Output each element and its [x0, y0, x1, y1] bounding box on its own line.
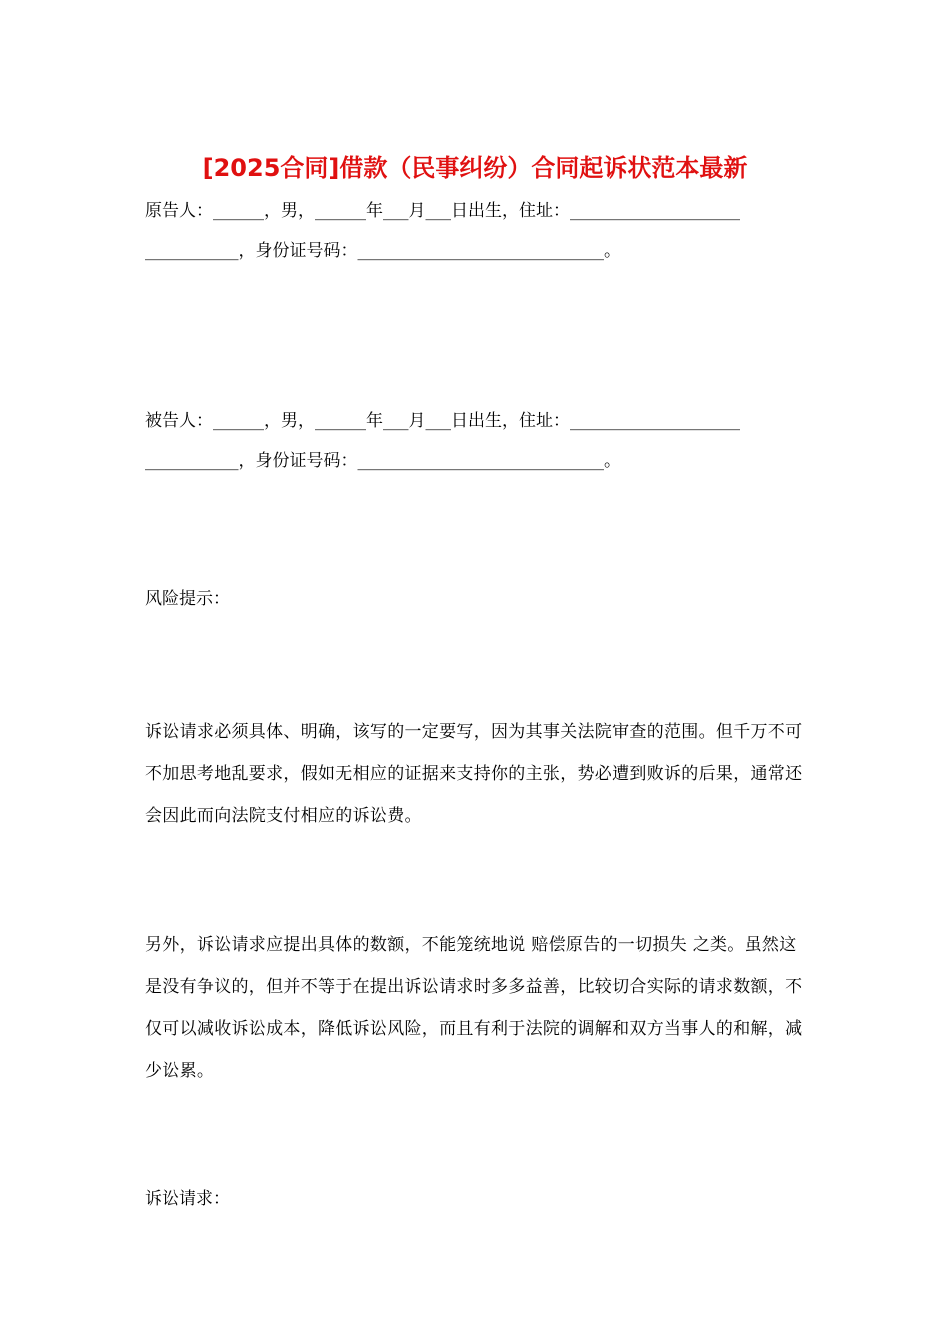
plaintiff-line-1: 原告人：______，男，______年___月___日出生，住址：____________________	[145, 201, 740, 221]
plaintiff-line-2: ___________，身份证号码：_____________________________。	[145, 241, 621, 261]
defendant-line-2: ___________，身份证号码：_____________________________。	[145, 451, 621, 471]
risk-paragraph-1: 诉讼请求必须具体、明确，该写的一定要写，因为其事关法院审查的范围。但千万不可不加思考地乱要求，假如无相应的证据来支持你的主张，势必遭到败诉的后果，通常还会因此而向法院支付相应的诉讼费。	[145, 722, 803, 826]
risk-paragraph-2: 另外，诉讼请求应提出具体的数额，不能笼统地说 赔偿原告的一切损失 之类。虽然这是没有争议的，但并不等于在提出诉讼请求时多多益善，比较切合实际的请求数额，不仅可以减收诉讼成本，降低诉讼风险，而且有利于法院的调解和双方当事人的和解，减少讼累。	[145, 935, 803, 1081]
risk-heading: 风险提示：	[145, 589, 230, 609]
document-title: [2025合同]借款（民事纠纷）合同起诉状范本最新	[202, 154, 748, 182]
defendant-line-1: 被告人：______，男，______年___月___日出生，住址：____________________	[145, 411, 740, 431]
claims-heading: 诉讼请求：	[145, 1189, 230, 1209]
